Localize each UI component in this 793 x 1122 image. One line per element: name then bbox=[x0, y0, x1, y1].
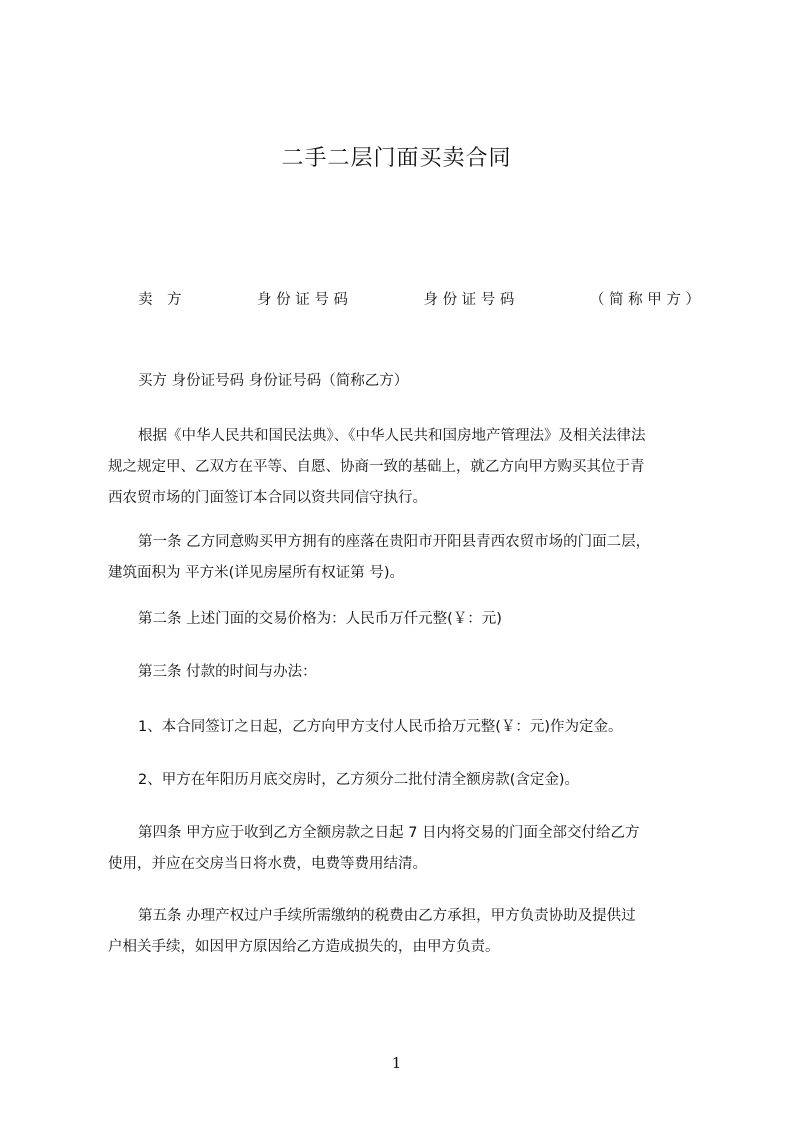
article-2: 第二条 上述门面的交易价格为：人民币万仟元整(￥：元) bbox=[138, 611, 502, 627]
article-1 bbox=[108, 527, 698, 589]
article-line: 户相关手续，如因甲方原因给乙方造成损失的，由甲方负责。 bbox=[108, 939, 500, 955]
preamble-line: 西农贸市场的门面签订本合同以资共同信守执行。 bbox=[108, 490, 427, 506]
seller-alias: （ 简 称 甲 方 ） bbox=[589, 292, 700, 308]
payment-item-1: 1、本合同签订之日起，乙方向甲方支付人民币拾万元整(￥：元)作为定金。 bbox=[138, 719, 623, 735]
buyer-line: 买方 身份证号码 身份证号码（简称乙方） bbox=[138, 373, 409, 389]
payment-item-2: 2、甲方在年阳历月底交房时，乙方须分二批付清全额房款(含定金)。 bbox=[138, 772, 580, 788]
article-5 bbox=[108, 901, 698, 963]
preamble-paragraph bbox=[108, 421, 698, 514]
seller-id-2: 身 份 证 号 码 bbox=[423, 292, 515, 308]
article-line: 第一条 乙方同意购买甲方拥有的座落在贵阳市开阳县青西农贸市场的门面二层， bbox=[138, 534, 651, 550]
article-3: 第三条 付款的时间与办法： bbox=[138, 664, 317, 680]
article-line: 建筑面积为 平方米(详见房屋所有权证第 号)。 bbox=[108, 565, 405, 581]
article-line: 使用，并应在交房当日将水费，电费等费用结清。 bbox=[108, 856, 427, 872]
seller-role: 卖 方 bbox=[138, 292, 182, 308]
preamble-line: 根据《中华人民共和国民法典》、《中华人民共和国房地产管理法》及相关法律法 bbox=[138, 428, 646, 444]
seller-id-1: 身 份 证 号 码 bbox=[257, 292, 348, 308]
page-title: 二手二层门面买卖合同 bbox=[281, 146, 512, 171]
article-4 bbox=[108, 818, 698, 880]
article-line: 第五条 办理产权过户手续所需缴纳的税费由乙方承担，甲方负责协助及提供过 bbox=[138, 908, 636, 924]
article-line: 第四条 甲方应于收到乙方全额房款之日起 7 日内将交易的门面全部交付给乙方 bbox=[138, 825, 640, 841]
seller-line bbox=[108, 285, 698, 316]
preamble-line: 规之规定甲、乙双方在平等、自愿、协商一致的基础上，就乙方向甲方购买其位于青 bbox=[108, 459, 645, 475]
page-number: 1 bbox=[391, 1054, 402, 1072]
